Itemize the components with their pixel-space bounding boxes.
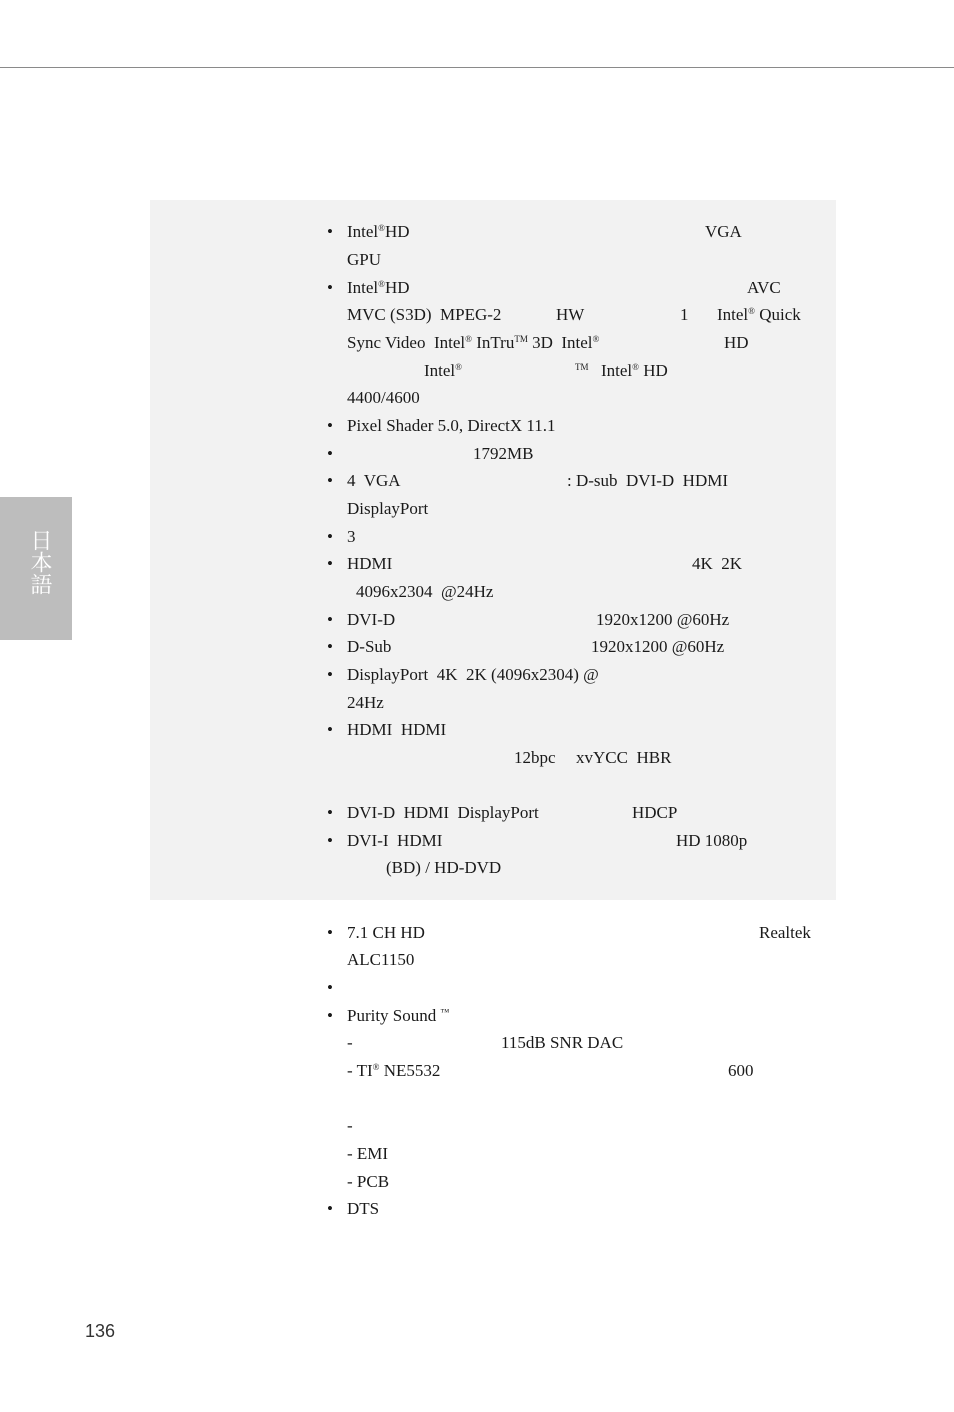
- bullet: •: [327, 444, 333, 463]
- spec-text: HDMI: [347, 554, 393, 573]
- bullet: •: [327, 416, 333, 435]
- bullet: •: [327, 1006, 333, 1025]
- spec-text: 115dB SNR DAC: [501, 1033, 624, 1052]
- spec-text: - TI® NE5532: [347, 1061, 441, 1080]
- spec-text: MVC (S3D) MPEG-2: [347, 305, 502, 324]
- spec-text: Intel® HD: [601, 361, 668, 380]
- bullet: •: [327, 1199, 333, 1218]
- spec-text: 4096x2304 @24Hz: [356, 582, 494, 601]
- bullet: •: [327, 831, 333, 850]
- spec-text: Intel®HD: [347, 222, 410, 241]
- spec-text: D-Sub: [347, 637, 392, 656]
- spec-text: 7.1 CH HD: [347, 923, 425, 942]
- spec-text: GPU: [347, 250, 382, 269]
- spec-text: DVI-I HDMI: [347, 831, 443, 850]
- page-number: 136: [85, 1321, 116, 1341]
- spec-text: Sync Video Intel® InTru™ 3D Intel®: [347, 333, 600, 352]
- spec-text: HD 1080p: [676, 831, 748, 850]
- spec-text: AVC: [747, 278, 781, 297]
- spec-text: HDCP: [632, 803, 678, 822]
- bullet: •: [327, 803, 333, 822]
- spec-text: DTS: [347, 1199, 380, 1218]
- spec-text: 600: [728, 1061, 754, 1080]
- header-rule: [0, 67, 954, 68]
- spec-text: HDMI HDMI: [347, 720, 447, 739]
- bullet: •: [327, 978, 333, 997]
- spec-text: HD: [724, 333, 749, 352]
- spec-text: -: [347, 1033, 353, 1052]
- spec-text: VGA: [705, 222, 742, 241]
- spec-text: -: [347, 1116, 353, 1135]
- spec-text: : D-sub DVI-D HDMI: [567, 471, 729, 490]
- spec-text: 4400/4600: [347, 388, 420, 407]
- bullet: •: [327, 278, 333, 297]
- spec-text: TM: [575, 362, 589, 372]
- bullet: •: [327, 665, 333, 684]
- spec-text: 1792MB: [473, 444, 534, 463]
- spec-text: xvYCC HBR: [576, 748, 672, 767]
- spec-text: Realtek: [759, 923, 811, 942]
- spec-text: Purity Sound ™: [347, 1006, 450, 1025]
- spec-text: - EMI: [347, 1144, 389, 1163]
- spec-text: 1920x1200 @60Hz: [591, 637, 725, 656]
- bullet: •: [327, 610, 333, 629]
- bullet: •: [327, 554, 333, 573]
- spec-text: DVI-D HDMI DisplayPort: [347, 803, 539, 822]
- spec-text: DVI-D: [347, 610, 396, 629]
- spec-text: 1: [680, 305, 689, 324]
- spec-text: 3: [347, 527, 356, 546]
- spec-text: DisplayPort 4K 2K (4096x2304) @: [347, 665, 599, 684]
- spec-text: HW: [556, 305, 585, 324]
- spec-text: 4K 2K: [692, 554, 743, 573]
- spec-text: (BD) / HD-DVD: [386, 858, 502, 877]
- language-tab-label: 日本語: [27, 529, 52, 595]
- spec-text: DisplayPort: [347, 499, 429, 518]
- language-tab[interactable]: [0, 497, 72, 640]
- spec-text: Intel®: [424, 361, 462, 380]
- spec-text: Intel® Quick: [717, 305, 801, 324]
- bullet: •: [327, 923, 333, 942]
- spec-text: 4 VGA: [347, 471, 401, 490]
- spec-text: - PCB: [347, 1172, 390, 1191]
- spec-text: Pixel Shader 5.0, DirectX 11.1: [347, 416, 556, 435]
- bullet: •: [327, 471, 333, 490]
- spec-text: Intel®HD: [347, 278, 410, 297]
- bullet: •: [327, 720, 333, 739]
- bullet: •: [327, 222, 333, 241]
- bullet: •: [327, 637, 333, 656]
- bullet: •: [327, 527, 333, 546]
- spec-text: 24Hz: [347, 693, 384, 712]
- spec-text: ALC1150: [347, 950, 415, 969]
- spec-text: 1920x1200 @60Hz: [596, 610, 730, 629]
- spec-text: 12bpc: [514, 748, 556, 767]
